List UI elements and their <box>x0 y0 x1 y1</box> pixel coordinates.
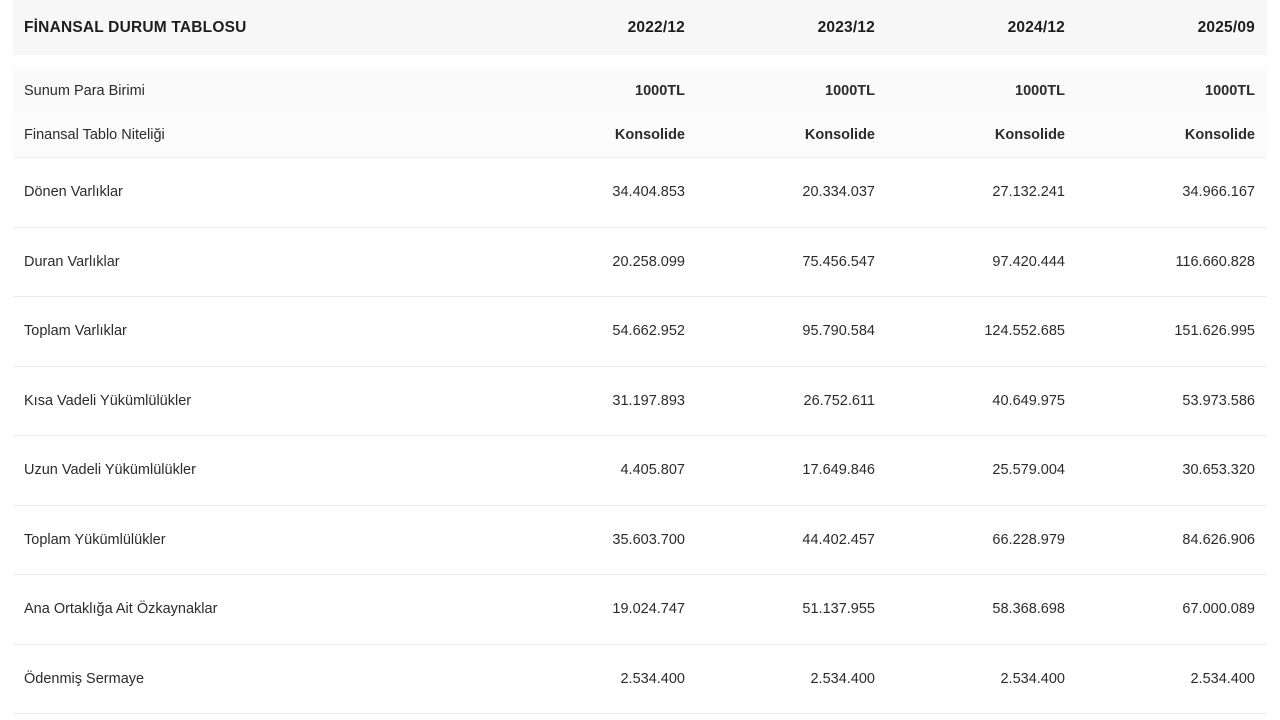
period-header-2: 2023/12 <box>817 18 875 36</box>
row-label: Dönen Varlıklar <box>13 158 507 228</box>
header-spacer <box>13 55 1267 69</box>
period-header-3: 2024/12 <box>1007 18 1065 36</box>
row-value-1: 54.662.952 <box>507 297 697 367</box>
financial-position-table <box>13 0 1267 714</box>
table-row <box>13 158 1267 228</box>
row-value-1: 19.024.747 <box>507 575 697 645</box>
row-value-4: 116.660.828 <box>1077 227 1267 297</box>
meta-row-currency-value-1: 1000TL <box>635 83 685 99</box>
table-row <box>13 227 1267 297</box>
table-header-row <box>13 0 1267 55</box>
row-value-3: 2.534.400 <box>887 644 1077 714</box>
row-value-4: 67.000.089 <box>1077 575 1267 645</box>
meta-row-statement-type-value-1: Konsolide <box>614 127 685 143</box>
row-value-4: 151.626.995 <box>1077 297 1267 367</box>
table-row <box>13 366 1267 436</box>
row-value-3: 25.579.004 <box>887 436 1077 506</box>
meta-row-statement-type-value-4: Konsolide <box>1184 127 1255 143</box>
table-row <box>13 436 1267 506</box>
row-value-2: 17.649.846 <box>697 436 887 506</box>
row-value-2: 26.752.611 <box>697 366 887 436</box>
row-value-2: 51.137.955 <box>697 575 887 645</box>
row-value-4: 30.653.320 <box>1077 436 1267 506</box>
row-value-4: 84.626.906 <box>1077 505 1267 575</box>
row-label: Kısa Vadeli Yükümlülükler <box>13 366 507 436</box>
row-value-1: 2.534.400 <box>507 644 697 714</box>
row-value-2: 2.534.400 <box>697 644 887 714</box>
row-value-1: 20.258.099 <box>507 227 697 297</box>
table-row <box>13 505 1267 575</box>
row-label: Toplam Yükümlülükler <box>13 505 507 575</box>
table-title: FİNANSAL DURUM TABLOSU <box>24 18 247 36</box>
row-value-3: 27.132.241 <box>887 158 1077 228</box>
row-value-1: 31.197.893 <box>507 366 697 436</box>
row-value-4: 53.973.586 <box>1077 366 1267 436</box>
row-value-1: 4.405.807 <box>507 436 697 506</box>
row-value-3: 58.368.698 <box>887 575 1077 645</box>
meta-row-currency-value-3: 1000TL <box>1015 83 1065 99</box>
table-row <box>13 644 1267 714</box>
meta-row-statement-type-label: Finansal Tablo Niteliği <box>24 127 165 143</box>
period-header-4: 2025/09 <box>1197 18 1255 36</box>
meta-row-currency-value-4: 1000TL <box>1205 83 1255 99</box>
row-value-2: 20.334.037 <box>697 158 887 228</box>
meta-row-currency-value-2: 1000TL <box>825 83 875 99</box>
row-value-3: 97.420.444 <box>887 227 1077 297</box>
meta-row-statement-type-value-3: Konsolide <box>994 127 1065 143</box>
meta-row-statement-type-value-2: Konsolide <box>804 127 875 143</box>
row-label: Toplam Varlıklar <box>13 297 507 367</box>
row-value-3: 124.552.685 <box>887 297 1077 367</box>
row-value-1: 34.404.853 <box>507 158 697 228</box>
row-value-2: 44.402.457 <box>697 505 887 575</box>
row-label: Uzun Vadeli Yükümlülükler <box>13 436 507 506</box>
row-value-1: 35.603.700 <box>507 505 697 575</box>
row-value-4: 34.966.167 <box>1077 158 1267 228</box>
row-value-4: 2.534.400 <box>1077 644 1267 714</box>
row-label: Ana Ortaklığa Ait Özkaynaklar <box>13 575 507 645</box>
table-row <box>13 297 1267 367</box>
row-label: Ödenmiş Sermaye <box>13 644 507 714</box>
meta-row-currency-label: Sunum Para Birimi <box>24 83 145 99</box>
meta-row-currency <box>13 69 1267 113</box>
meta-row-statement-type <box>13 113 1267 158</box>
row-value-3: 40.649.975 <box>887 366 1077 436</box>
period-header-1: 2022/12 <box>627 18 685 36</box>
row-value-2: 75.456.547 <box>697 227 887 297</box>
row-label: Duran Varlıklar <box>13 227 507 297</box>
row-value-2: 95.790.584 <box>697 297 887 367</box>
row-value-3: 66.228.979 <box>887 505 1077 575</box>
table-row <box>13 575 1267 645</box>
